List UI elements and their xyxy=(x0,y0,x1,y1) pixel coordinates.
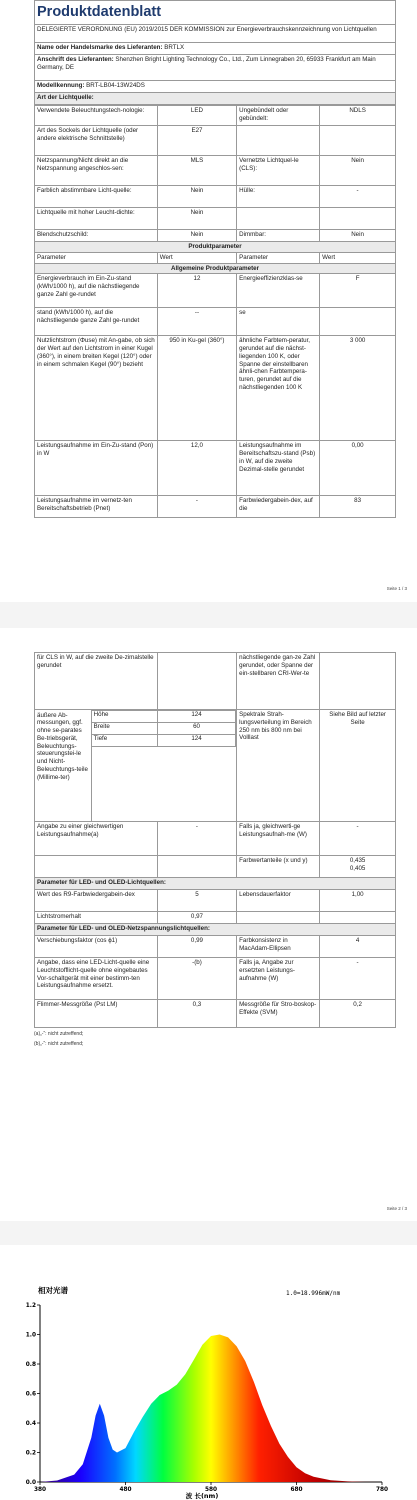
table-row: Blendschutzschild: Nein Dimmbar: Nein xyxy=(35,230,396,242)
brand-row xyxy=(35,43,396,55)
x-tick-label: 480 xyxy=(119,1487,132,1493)
y-tick-label: 0.6 xyxy=(25,1391,36,1398)
brand-label: Name oder Handelsmarke des Lieferanten: xyxy=(37,44,163,51)
dimensions-table: äußere Ab-messungen, ggf. ohne se-parates Be-triebsgerät, Beleuchtungs-steuerungstei-le und Nicht-Beleuchtungs-teile (Millime-ter) Höhe 124 Breite 60 Tiefe 124 xyxy=(35,710,236,821)
page-number: Seite 1 / 3 xyxy=(386,586,407,591)
spectral-label: Spektrale Strah-lungsverteilung im Bereich 250 nm bis 800 nm bei Volllast xyxy=(237,710,320,822)
table-row: Lichtquelle mit hoher Leucht-dichte: Nein xyxy=(35,208,396,230)
section-general-parameters: Allgemeine Produktparameter xyxy=(35,263,396,274)
page-2-content xyxy=(34,652,396,1048)
y-tick-label: 0.0 xyxy=(25,1480,36,1486)
y-tick-label: 0.8 xyxy=(25,1362,36,1368)
chart-title: 相对光谱 xyxy=(38,1286,68,1295)
table-row: stand (kWh/1000 h), auf die nächstliegende ganze Zahl ge-rundet -- se xyxy=(35,308,396,336)
table-row: Verwendete Beleuchtungstech-nologie: LED Ungebündelt oder gebündelt: NDLS xyxy=(35,106,396,126)
type-table xyxy=(34,105,396,518)
table-row: Energieverbrauch im Ein-Zu-stand (kWh/1000 h), auf die nächstliegende ganze Zahl ge-rundet 12 Energieeffizienzklas-se F xyxy=(35,274,396,308)
y-tick-label: 0.4 xyxy=(25,1421,36,1427)
table-row: für CLS in W, auf die zweite De-zimalstelle gerundet nächstliegende gan-ze Zahl gerundet, oder Spanne der ein-stellbaren CRI-Wer-te xyxy=(35,653,396,710)
regulation-text: DELEGIERTE VERORDNUNG (EU) 2019/2015 DER KOMMISSION zur Energieverbrauchskennzeichnung von Lichtquellen xyxy=(35,25,396,43)
dimensions-label: äußere Ab-messungen, ggf. ohne se-parates Be-triebsgerät, Beleuchtungs-steuerungstei-le und Nicht-Beleuchtungs-teile (Millime-ter) xyxy=(35,711,91,821)
page-number: Seite 2 / 3 xyxy=(386,1206,407,1211)
dimensions-row xyxy=(35,710,396,822)
address-row xyxy=(35,55,396,81)
footnote-a: (a)„-“: nicht zutreffend; xyxy=(34,1031,84,1037)
x-tick-label: 580 xyxy=(204,1487,218,1493)
table-row: Leistungsaufnahme im vernetz-ten Bereitschaftsbetrieb (Pnet) - Farbwiedergabein-dex, auf die 83 xyxy=(35,496,396,518)
section-led-params: Parameter für LED- und OLED-Lichtquellen: xyxy=(35,878,396,890)
col-value: Wert xyxy=(157,252,236,263)
table-row: Farblich abstimmbare Licht-quelle: Nein Hülle: - xyxy=(35,186,396,208)
table-row: Verschiebungsfaktor (cos ϕ1) 0,99 Farbkonsistenz in MacAdam-Ellipsen 4 xyxy=(35,936,396,958)
model-value: BRT-LB04-13W24DS xyxy=(86,82,145,89)
spectrum-area xyxy=(40,1335,382,1483)
x-tick-label: 780 xyxy=(375,1487,389,1493)
model-label: Modellkennung: xyxy=(37,82,85,89)
col-parameter: Parameter xyxy=(35,252,158,263)
datasheet-page-1 xyxy=(0,0,417,602)
table-row: Wert des R9-Farbwiedergabein-dex 5 Lebensdauerfaktor 1,00 xyxy=(35,890,396,912)
table-row: Netzspannung/Nicht direkt an die Netzspannung angeschlos-sen: MLS Vernetzte Lichtquel-le (CLS): Nein xyxy=(35,156,396,186)
address-label: Anschrift des Lieferanten: xyxy=(37,56,114,63)
col-value-2: Wert xyxy=(320,252,396,263)
datasheet-page-2 xyxy=(0,628,417,1221)
model-row xyxy=(35,81,396,93)
y-tick-label: 0.2 xyxy=(25,1450,36,1457)
spectrum-chart xyxy=(0,1245,417,1500)
table-row: Angabe zu einer gleichwertigen Leistungsaufnahme(a) - Falls ja, gleichwerti-ge Leistungsaufnah-me (W) - xyxy=(35,822,396,856)
table-row: Farbwertanteile (x und y) 0,435 0,405 xyxy=(35,856,396,878)
x-tick-label: 680 xyxy=(290,1487,303,1493)
footnote-b: (b)„-“: nicht zutreffend; xyxy=(34,1041,84,1048)
spectral-value: Siehe Bild auf letzter Seite xyxy=(320,710,396,822)
x-axis-label: 波 长(nm) xyxy=(185,1492,219,1500)
chart-annotation: 1.0=18.996mW/nm xyxy=(286,1290,341,1297)
section-mains-params: Parameter für LED- und OLED-Netzspannungslichtquellen: xyxy=(35,924,396,936)
table-row: Lichtstromerhalt 0,97 xyxy=(35,912,396,924)
table-row: Flimmer-Messgröße (Pst LM) 0,3 Messgröße für Stro-boskop-Effekte (SVM) 0,2 xyxy=(35,1000,396,1028)
y-tick-label: 1.0 xyxy=(25,1332,36,1339)
section-product-parameters: Produktparameter xyxy=(35,242,396,253)
x-tick-label: 380 xyxy=(33,1487,47,1493)
param-table-continued xyxy=(34,652,396,1028)
table-row: Angabe, dass eine LED-Licht-quelle eine Leuchtstofflicht-quelle ohne eingebautes Vor-schaltgerät mit einer bestimm-ten Leistungsaufnahme ersetzt. -(b) Falls ja, Angabe zur ersetzten Leistungs-aufnahme (W) - xyxy=(35,958,396,1000)
header-table xyxy=(34,0,396,105)
page-1-content xyxy=(34,0,396,518)
y-tick-label: 1.2 xyxy=(25,1303,36,1309)
table-row: Art des Sockels der Lichtquelle (oder andere elektrische Schnittstelle) E27 xyxy=(35,126,396,156)
table-row: Nutzlichtstrom (Φuse) mit An-gabe, ob sich der Wert auf den Lichtstrom in einer Kugel (360°), in einem breiten Kegel (120°) oder in einem schmalen Kegel (90°) bezieht 950 in Ku-gel (360°) ähnliche Farbtem-peratur, gerundet auf die nächst-liegenden 100 K, oder Spanne der einstellbaren ähnli-chen Farbtempera-turen, gerundet auf die nächstliegenden 100 K 3 000 xyxy=(35,336,396,441)
page-title: Produktdatenblatt xyxy=(35,1,396,25)
col-parameter-2: Parameter xyxy=(237,252,320,263)
address-value: Shenzhen Bright Lighting Technology Co., Ltd., Zum Linnegraben 20, 65933 Frankfurt am Main Germany, DE xyxy=(37,56,376,71)
brand-value: BRTLX xyxy=(164,44,185,51)
table-row: Leistungsaufnahme im Ein-Zu-stand (Pon) in W 12,0 Leistungsaufnahme im Bereitschaftszu-stand (Psb) in W, auf die zweite Dezimal-stelle gerundet 0,00 xyxy=(35,441,396,496)
section-light-source-type: Art der Lichtquelle: xyxy=(35,93,396,105)
spectrum-page xyxy=(0,1245,417,1500)
